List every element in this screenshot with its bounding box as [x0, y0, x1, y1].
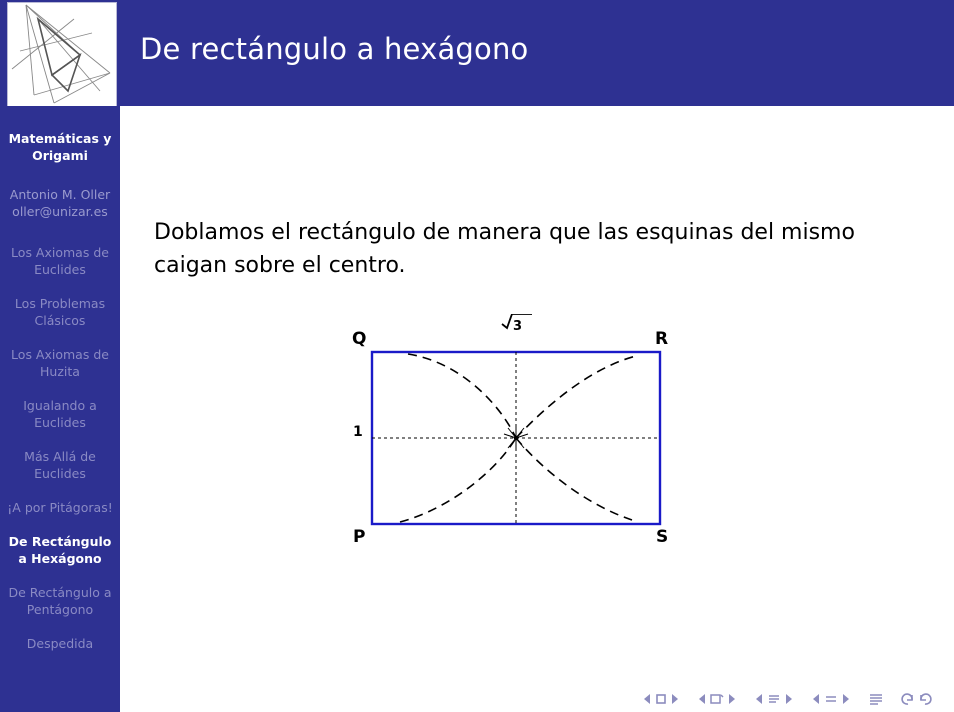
- sidebar-nav: [0, 244, 120, 652]
- sidebar-author: [0, 186, 120, 220]
- origami-construction-logo-icon: [7, 2, 117, 108]
- sidebar-author-email: oller@unizar.es: [12, 204, 108, 219]
- forward-icon[interactable]: [918, 692, 932, 706]
- svg-text:R: R: [655, 329, 669, 349]
- previous-slide-icon[interactable]: [655, 693, 667, 705]
- sidebar-title: Matemáticas y Origami: [8, 131, 112, 163]
- svg-text:S: S: [656, 527, 669, 544]
- sidebar-item-rectangulo-hexagono[interactable]: De Rectángulo a Hexágono: [8, 534, 112, 566]
- svg-text:1: 1: [353, 424, 363, 440]
- sidebar-item-despedida[interactable]: Despedida: [26, 636, 94, 651]
- back-icon[interactable]: [901, 692, 915, 706]
- rectangle-fold-diagram: [350, 314, 730, 544]
- svg-text:Q: Q: [352, 329, 367, 349]
- nav-group-frames: [697, 693, 737, 705]
- slide-navigation-controls: [642, 692, 940, 706]
- sidebar-item-axiomas-huzita[interactable]: Los Axiomas de Huzita: [11, 347, 109, 379]
- sidebar-item-pitagoras[interactable]: ¡A por Pitágoras!: [7, 500, 113, 515]
- nav-group-document: [868, 693, 884, 705]
- slide-content: [120, 106, 954, 712]
- next-section-icon[interactable]: [784, 693, 794, 705]
- next-frame-icon[interactable]: [727, 693, 737, 705]
- previous-section-icon[interactable]: [754, 693, 764, 705]
- sidebar-author-name: Antonio M. Oller: [9, 187, 111, 202]
- slide-header: [0, 0, 954, 106]
- nav-group-subsection: [811, 693, 851, 705]
- previous-subsection-icon[interactable]: [811, 693, 821, 705]
- body-paragraph: Doblamos el rectángulo de manera que las esquinas del mismo caigan sobre el centro.: [154, 220, 855, 278]
- first-slide-icon[interactable]: [642, 693, 652, 705]
- frame-icon[interactable]: [710, 693, 724, 705]
- svg-text:P: P: [353, 527, 366, 544]
- sidebar-item-problemas-clasicos[interactable]: Los Problemas Clásicos: [14, 296, 106, 328]
- sidebar: [0, 106, 120, 712]
- next-subsection-icon[interactable]: [841, 693, 851, 705]
- sidebar-item-igualando-euclides[interactable]: Igualando a Euclides: [23, 398, 97, 430]
- sidebar-item-mas-alla-euclides[interactable]: Más Allá de Euclides: [24, 449, 96, 481]
- page-title: De rectángulo a hexágono: [140, 32, 529, 66]
- nav-group-history: [901, 692, 932, 706]
- nav-group-slides: [642, 693, 680, 705]
- document-icon[interactable]: [868, 693, 884, 705]
- previous-frame-icon[interactable]: [697, 693, 707, 705]
- svg-text:3: 3: [513, 319, 523, 334]
- sidebar-item-axiomas-euclides[interactable]: Los Axiomas de Euclides: [11, 245, 109, 277]
- section-icon[interactable]: [767, 693, 781, 705]
- subsection-icon[interactable]: [824, 693, 838, 705]
- sidebar-item-rectangulo-pentagono[interactable]: De Rectángulo a Pentágono: [8, 585, 112, 617]
- next-slide-icon[interactable]: [670, 693, 680, 705]
- nav-group-section: [754, 693, 794, 705]
